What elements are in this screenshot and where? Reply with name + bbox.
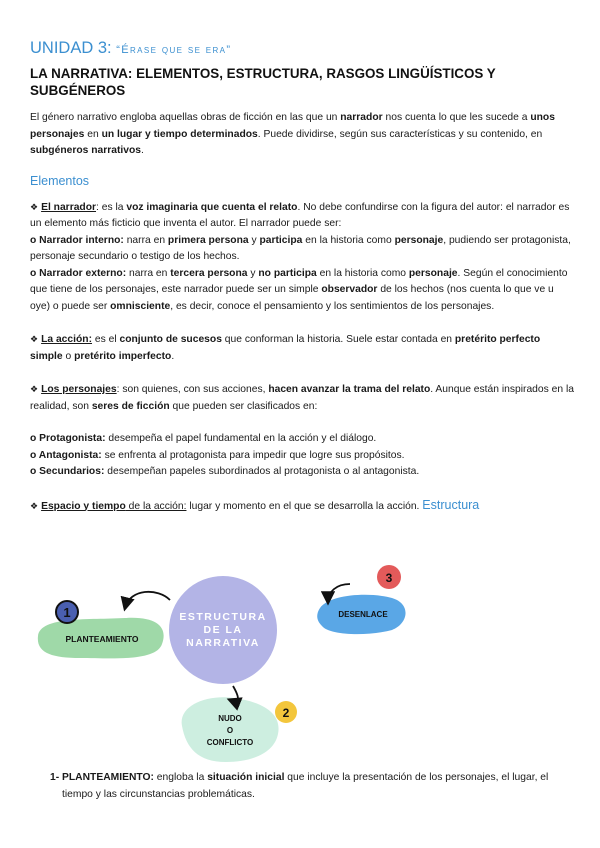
center-label-1: ESTRUCTURA [179, 611, 267, 623]
accion-paragraph: ❖ La acción: es el conjunto de sucesos que conforman la historia. Suele estar contada en pretérito perfecto simple o pretérito imperfecto. [30, 334, 541, 362]
section-elementos: Elementos [30, 173, 90, 188]
unit-subtitle: “Érase que se era” [116, 44, 232, 56]
nudo-label-2: O [226, 726, 234, 735]
personajes-paragraph: ❖ Los personajes: son quienes, con sus acciones, hacen avanzar la trama del relato. Aunque están inspirados en la realidad, son seres de ficción que pueden ser clasificados en: [30, 384, 574, 412]
nudo-label-1: NUDO [218, 714, 242, 723]
intro-paragraph: El género narrativo engloba aquellas obras de ficción en las que un narrador nos cuenta lo que les sucede a unos personajes en un lugar y tiempo determinados. Puede dividirse, según sus características y su contenido, en subgéneros narrativos. [30, 112, 555, 156]
diamond-bullet-icon: ❖ [30, 384, 39, 394]
badge-2-number: 2 [282, 706, 290, 720]
diamond-bullet-icon: ❖ [30, 201, 39, 212]
center-label-3: NARRATIVA [186, 637, 260, 649]
page-heading: LA NARRATIVA: ELEMENTOS, ESTRUCTURA, RASGOS LINGÜÍSTICOS Y SUBGÉNEROS [30, 66, 496, 98]
badge-1-number: 1 [63, 605, 71, 620]
document-page [30, 38, 575, 515]
protagonista-item: o Protagonista: desempeña el papel fundamental en la acción y el diálogo. [30, 433, 377, 444]
section-estructura: Estructura [422, 497, 480, 512]
diamond-bullet-icon: ❖ [30, 334, 39, 344]
nudo-label-3: CONFLICTO [206, 738, 254, 747]
planteamiento-item: 1- PLANTEAMIENTO: engloba la situación inicial que incluye la presentación de los personajes, el lugar, el tiempo y las circunstancias problemáticas. [50, 772, 549, 800]
narrador-paragraph: ❖ El narrador: es la voz imaginaria que cuenta el relato. No debe confundirse con la figura del autor: el narrador es un elemento más ficticio que inventa el autor. El narrador puede ser: [30, 201, 570, 229]
structure-diagram [30, 558, 450, 768]
diamond-bullet-icon: ❖ [30, 500, 39, 511]
narrador-interno: o Narrador interno: narra en primera persona y participa en la historia como personaje, pudiendo ser protagonista, personaje secundario o testigo de los hechos. [30, 234, 571, 262]
planteamiento-label: PLANTEAMIENTO [65, 634, 139, 644]
unit-number: UNIDAD 3: [30, 39, 112, 57]
unit-title [30, 38, 575, 60]
badge-3-number: 3 [385, 571, 393, 585]
espacio-paragraph: ❖ Espacio y tiempo de la acción: lugar y momento en el que se desarrolla la acción. Estructura [30, 497, 480, 512]
arrow-to-planteamiento [125, 592, 170, 608]
antagonista-item: o Antagonista: se enfrenta al protagonista para impedir que logre sus propósitos. [30, 449, 405, 461]
desenlace-label: DESENLACE [338, 610, 388, 619]
secundarios-item: o Secundarios: desempeñan papeles subordinados al protagonista o al antagonista. [30, 466, 420, 477]
narrador-externo: o Narrador externo: narra en tercera persona y no participa en la historia como personaje. Según el conocimiento que tiene de los personajes, este narrador puede ser un simple observador de los hechos (nos cuenta lo que ve u oye) o puede ser omnisciente, es decir, conoce el pensamiento y los sentimientos de los personajes. [30, 267, 568, 312]
center-label-2: DE LA [203, 624, 243, 636]
